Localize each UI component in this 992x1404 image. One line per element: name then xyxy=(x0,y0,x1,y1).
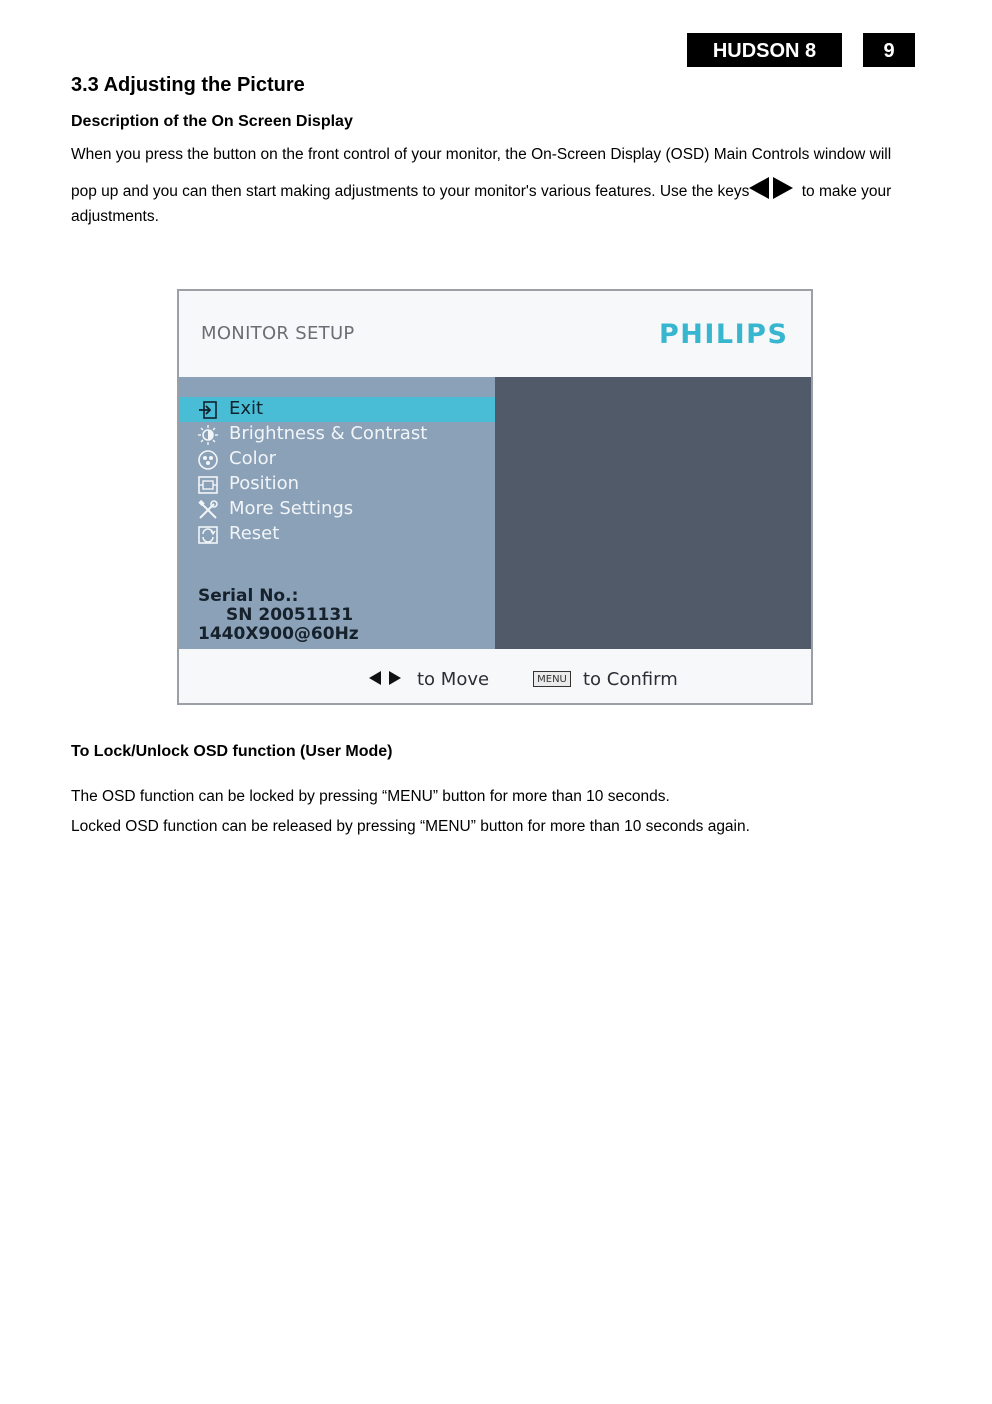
resolution-readout: 1440X900@60Hz xyxy=(198,624,359,644)
intro-line-2: pop up and you can then start making adjustments to your monitor's various features. Use the keys xyxy=(71,183,750,200)
menu-label-brightness: Brightness & Contrast xyxy=(229,423,428,444)
section-title: 3.3 Adjusting the Picture xyxy=(71,74,305,96)
position-icon xyxy=(197,474,219,496)
color-icon xyxy=(197,449,219,471)
philips-logo: PHILIPS xyxy=(659,319,789,350)
intro-line-2-end: to make your xyxy=(797,183,892,200)
menu-item-brightness-contrast[interactable] xyxy=(179,422,495,447)
move-hint: to Move xyxy=(417,669,490,690)
menu-label-more-settings: More Settings xyxy=(229,498,354,519)
menu-item-more-settings[interactable] xyxy=(179,497,495,522)
osd-description-paragraph xyxy=(71,142,921,229)
lock-paragraph: The OSD function can be locked by pressing “MENU” button for more than 10 seconds. xyxy=(71,788,670,805)
osd-menu-panel xyxy=(179,377,495,649)
left-right-arrows-icon xyxy=(369,671,403,685)
confirm-hint: to Confirm xyxy=(583,669,678,690)
osd-submenu-panel xyxy=(495,377,811,649)
osd-footer xyxy=(179,649,811,703)
model-badge: HUDSON 8 xyxy=(687,33,842,67)
menu-label-exit: Exit xyxy=(229,398,264,419)
menu-key-icon: MENU xyxy=(533,671,571,687)
menu-item-color[interactable] xyxy=(179,447,495,472)
menu-item-position[interactable] xyxy=(179,472,495,497)
brightness-icon xyxy=(197,424,219,446)
menu-item-reset[interactable] xyxy=(179,522,495,547)
osd-header xyxy=(179,291,811,377)
osd-title: MONITOR SETUP xyxy=(201,323,355,344)
serial-number: SN 20051131 xyxy=(226,605,354,625)
lock-unlock-heading: To Lock/Unlock OSD function (User Mode) xyxy=(71,743,393,760)
menu-label-color: Color xyxy=(229,448,276,469)
unlock-paragraph: Locked OSD function can be released by pressing “MENU” button for more than 10 seconds again. xyxy=(71,818,750,835)
osd-screenshot xyxy=(177,289,813,705)
menu-label-position: Position xyxy=(229,473,300,494)
intro-line-3: adjustments. xyxy=(71,208,159,225)
osd-description-heading: Description of the On Screen Display xyxy=(71,113,353,130)
menu-item-exit[interactable] xyxy=(179,397,495,422)
tools-icon xyxy=(197,499,219,521)
menu-label-reset: Reset xyxy=(229,523,280,544)
page-number-badge: 9 xyxy=(863,33,915,67)
intro-line-1: When you press the button on the front control of your monitor, the On-Screen Display (OSD) Main Controls window will xyxy=(71,146,892,163)
left-right-keys-icon xyxy=(749,177,793,199)
exit-icon xyxy=(197,399,219,421)
serial-label: Serial No.: xyxy=(198,586,299,606)
reset-icon xyxy=(197,524,219,546)
